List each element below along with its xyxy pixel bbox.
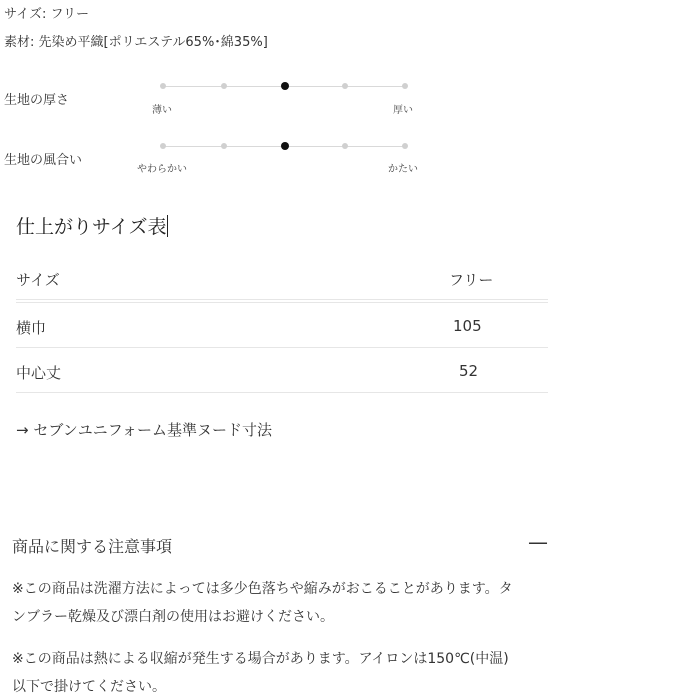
note-line: ンブラー乾燥及び漂白剤の使用はお避けください。 — [12, 609, 334, 625]
table-divider — [16, 299, 548, 300]
row-value: 52 — [459, 362, 479, 380]
scale-min-label: やわらかい — [137, 164, 187, 175]
scale-label: 生地の厚さ — [4, 93, 70, 108]
table-divider — [16, 392, 548, 393]
scale-step-3-selected — [281, 142, 289, 150]
note-line: ※この商品は洗濯方法によっては多少色落ちや縮みがおこることがあります。タ — [12, 581, 513, 597]
text-cursor — [167, 215, 168, 237]
scale-step-1 — [160, 83, 166, 89]
row-label: 横巾 — [16, 319, 47, 337]
spec-material: 素材: 先染め平織[ポリエステル65%･綿35%] — [4, 35, 268, 50]
scale-step-3-selected — [281, 82, 289, 90]
size-table-header-value: フリー — [449, 271, 494, 289]
note-line: ※この商品は熱による収縮が発生する場合があります。アイロンは150℃(中温) — [12, 651, 509, 667]
scale-max-label: 厚い — [393, 105, 413, 116]
notes-section-title[interactable]: 商品に関する注意事項 — [12, 537, 173, 556]
scale-step-1 — [160, 143, 166, 149]
note-line: 以下で掛けてください。 — [12, 679, 166, 695]
scale-step-4 — [342, 143, 348, 149]
scale-max-label: かたい — [388, 164, 418, 175]
table-divider — [16, 302, 548, 303]
scale-step-2 — [221, 83, 227, 89]
nude-size-link[interactable]: → セブンユニフォーム基準ヌード寸法 — [16, 421, 272, 439]
scale-step-4 — [342, 83, 348, 89]
size-table-header-label: サイズ — [16, 271, 60, 289]
scale-step-5 — [402, 143, 408, 149]
spec-size: サイズ: フリー — [4, 7, 89, 22]
size-chart-title: 仕上がりサイズ表 — [16, 216, 167, 238]
scale-min-label: 薄い — [152, 105, 172, 116]
row-value: 105 — [453, 317, 482, 335]
scale-label: 生地の風合い — [4, 153, 83, 168]
table-divider — [16, 347, 548, 348]
scale-step-5 — [402, 83, 408, 89]
scale-step-2 — [221, 143, 227, 149]
row-label: 中心丈 — [16, 364, 62, 382]
collapse-icon[interactable]: — — [528, 530, 548, 554]
